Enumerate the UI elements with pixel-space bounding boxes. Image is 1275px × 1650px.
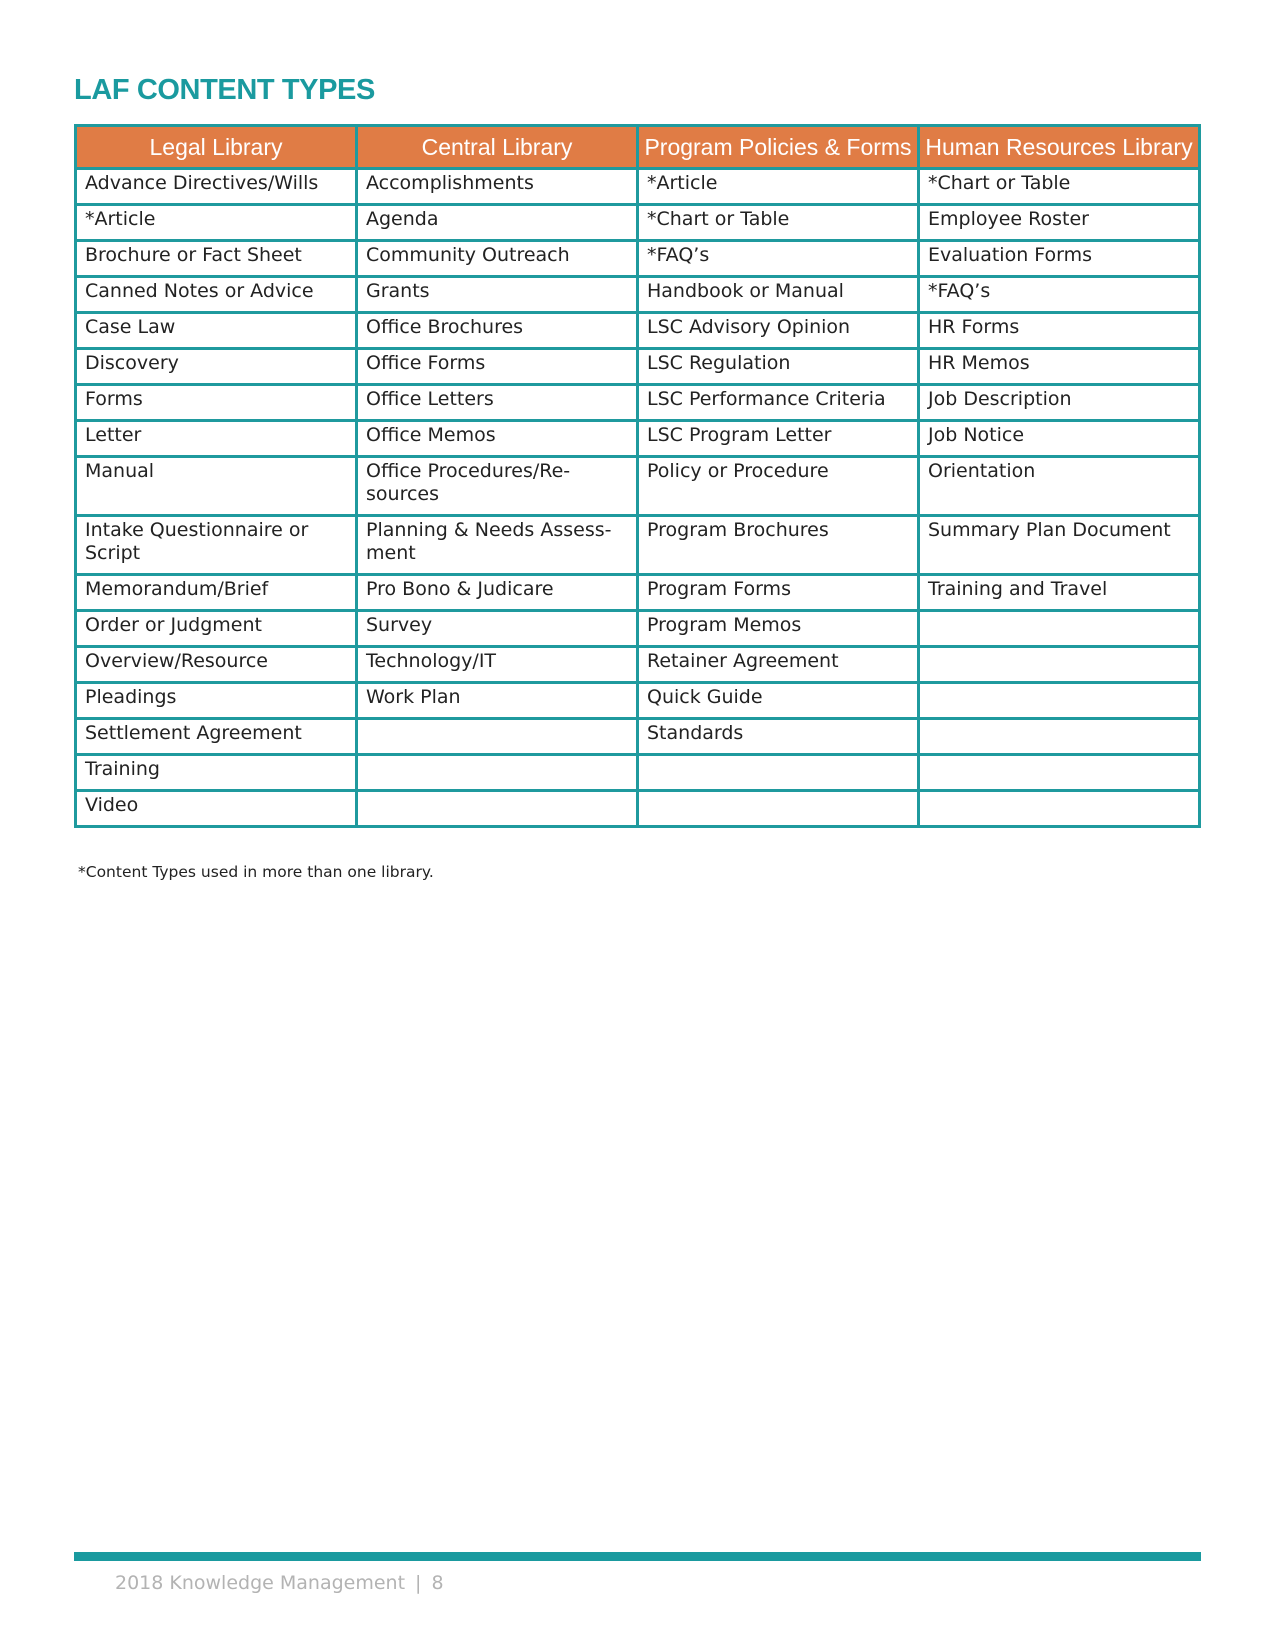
- table-cell: Settlement Agreement: [76, 719, 357, 755]
- table-cell: [919, 719, 1200, 755]
- table-cell: Training: [76, 755, 357, 791]
- table-cell: Planning & Needs Assess-ment: [357, 516, 638, 575]
- page-footer: [115, 1572, 444, 1594]
- column-header-program-policies-forms: Program Policies & Forms: [638, 126, 919, 169]
- table-cell: [919, 755, 1200, 791]
- footer-rule: [74, 1552, 1201, 1561]
- table-cell: Pleadings: [76, 683, 357, 719]
- table-cell: Standards: [638, 719, 919, 755]
- column-header-legal-library: Legal Library: [76, 126, 357, 169]
- table-cell: *Chart or Table: [919, 169, 1200, 205]
- table-cell: LSC Program Letter: [638, 421, 919, 457]
- table-cell: [919, 611, 1200, 647]
- table-cell: Pro Bono & Judicare: [357, 575, 638, 611]
- table-row: [76, 791, 1200, 827]
- footer-separator: |: [415, 1572, 422, 1594]
- table-cell: Forms: [76, 385, 357, 421]
- table-cell: Manual: [76, 457, 357, 516]
- table-cell: *Chart or Table: [638, 205, 919, 241]
- table-cell: Discovery: [76, 349, 357, 385]
- table-row: [76, 385, 1200, 421]
- table-row: [76, 349, 1200, 385]
- table-cell: Program Brochures: [638, 516, 919, 575]
- table-cell: Memorandum/Brief: [76, 575, 357, 611]
- table-cell: Program Forms: [638, 575, 919, 611]
- table-cell: Overview/Resource: [76, 647, 357, 683]
- table-row: [76, 683, 1200, 719]
- table-cell: [638, 755, 919, 791]
- table-cell: HR Forms: [919, 313, 1200, 349]
- table-cell: Case Law: [76, 313, 357, 349]
- table-cell: Advance Directives/Wills: [76, 169, 357, 205]
- table-cell: Evaluation Forms: [919, 241, 1200, 277]
- table-cell: Retainer Agreement: [638, 647, 919, 683]
- table-row: [76, 575, 1200, 611]
- table-row: [76, 647, 1200, 683]
- table-body: [76, 169, 1200, 827]
- table-cell: Grants: [357, 277, 638, 313]
- table-cell: Training and Travel: [919, 575, 1200, 611]
- table-cell: Work Plan: [357, 683, 638, 719]
- table-cell: Summary Plan Document: [919, 516, 1200, 575]
- table-row: [76, 277, 1200, 313]
- table-row: [76, 205, 1200, 241]
- table-cell: [919, 683, 1200, 719]
- footer-page-number: 8: [431, 1572, 444, 1594]
- table-row: [76, 611, 1200, 647]
- table-cell: Agenda: [357, 205, 638, 241]
- table-cell: Job Notice: [919, 421, 1200, 457]
- table-cell: LSC Regulation: [638, 349, 919, 385]
- table-cell: Order or Judgment: [76, 611, 357, 647]
- table-cell: [357, 791, 638, 827]
- table-row: [76, 516, 1200, 575]
- footer-document-title: 2018 Knowledge Management: [115, 1572, 406, 1594]
- page-title: LAF CONTENT TYPES: [74, 74, 375, 106]
- table-cell: *Article: [638, 169, 919, 205]
- table-cell: Video: [76, 791, 357, 827]
- table-cell: Office Procedures/Re-sources: [357, 457, 638, 516]
- table-cell: Office Brochures: [357, 313, 638, 349]
- table-row: [76, 457, 1200, 516]
- table-row: [76, 241, 1200, 277]
- column-header-human-resources-library: Human Resources Library: [919, 126, 1200, 169]
- table-cell: Intake Questionnaire or Script: [76, 516, 357, 575]
- table-cell: Policy or Procedure: [638, 457, 919, 516]
- table-cell: *Article: [76, 205, 357, 241]
- table-row: [76, 719, 1200, 755]
- table-cell: *FAQ’s: [919, 277, 1200, 313]
- table-cell: Quick Guide: [638, 683, 919, 719]
- table-cell: [357, 719, 638, 755]
- table-cell: LSC Performance Criteria: [638, 385, 919, 421]
- table-row: [76, 755, 1200, 791]
- table-cell: Program Memos: [638, 611, 919, 647]
- table-header-row: [76, 126, 1200, 169]
- table-row: [76, 421, 1200, 457]
- table-cell: HR Memos: [919, 349, 1200, 385]
- column-header-central-library: Central Library: [357, 126, 638, 169]
- table-cell: [638, 791, 919, 827]
- table-cell: Handbook or Manual: [638, 277, 919, 313]
- table-cell: Office Forms: [357, 349, 638, 385]
- table-cell: Job Description: [919, 385, 1200, 421]
- table-cell: LSC Advisory Opinion: [638, 313, 919, 349]
- table-cell: Letter: [76, 421, 357, 457]
- table-row: [76, 169, 1200, 205]
- table-cell: [919, 647, 1200, 683]
- footnote: *Content Types used in more than one library.: [78, 863, 434, 881]
- table-row: [76, 313, 1200, 349]
- table-cell: Office Letters: [357, 385, 638, 421]
- table-cell: Canned Notes or Advice: [76, 277, 357, 313]
- table-cell: *FAQ’s: [638, 241, 919, 277]
- table-cell: Orientation: [919, 457, 1200, 516]
- table-cell: [357, 755, 638, 791]
- table-cell: Brochure or Fact Sheet: [76, 241, 357, 277]
- table-cell: Community Outreach: [357, 241, 638, 277]
- table-cell: Employee Roster: [919, 205, 1200, 241]
- table-cell: [919, 791, 1200, 827]
- table-cell: Accomplishments: [357, 169, 638, 205]
- table-cell: Survey: [357, 611, 638, 647]
- table-cell: Technology/IT: [357, 647, 638, 683]
- table-cell: Office Memos: [357, 421, 638, 457]
- content-types-table: [74, 124, 1201, 828]
